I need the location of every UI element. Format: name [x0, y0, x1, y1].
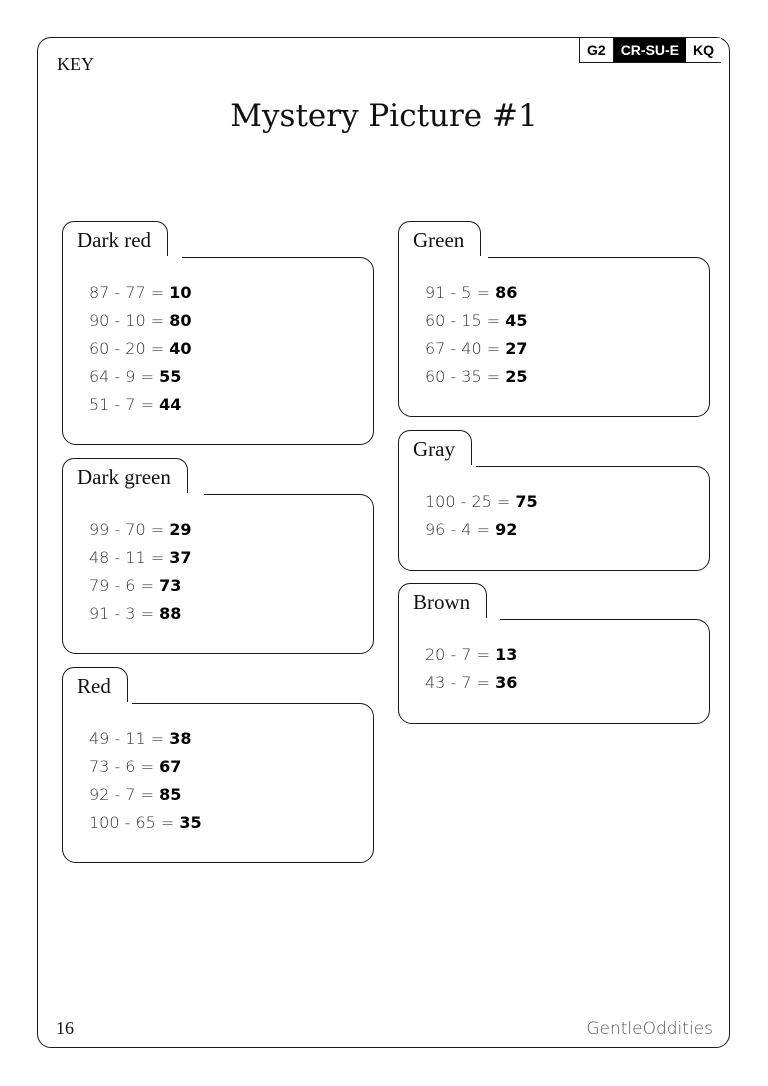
- group-tab: Gray: [398, 430, 472, 468]
- group-tab: Green: [398, 221, 481, 259]
- answer: 27: [505, 339, 528, 358]
- problem-row: 90 - 10 = 80: [89, 311, 192, 330]
- answer: 86: [495, 283, 518, 302]
- level-badges: [579, 38, 721, 63]
- problem-list: [89, 279, 192, 419]
- problem-row: 67 - 40 = 27: [425, 339, 528, 358]
- problem-row: 43 - 7 = 36: [425, 673, 518, 692]
- answer: 73: [159, 576, 182, 595]
- problem-row: 60 - 35 = 25: [425, 367, 528, 386]
- answer: 40: [169, 339, 192, 358]
- problem-row: 20 - 7 = 13: [425, 645, 518, 664]
- skill-code-badge: CR-SU-E: [614, 38, 686, 62]
- problem-row: 60 - 15 = 45: [425, 311, 528, 330]
- page-number: 16: [56, 1018, 74, 1038]
- color-group-brown: [398, 583, 710, 724]
- problem-row: 51 - 7 = 44: [89, 395, 182, 414]
- problem-row: 91 - 3 = 88: [89, 604, 182, 623]
- problem-row: 99 - 70 = 29: [89, 520, 192, 539]
- answer: 35: [179, 813, 202, 832]
- answer: 75: [515, 492, 538, 511]
- answer: 92: [495, 520, 518, 539]
- color-group-red: [62, 667, 374, 863]
- group-tab: Dark red: [62, 221, 168, 259]
- answer: 67: [159, 757, 182, 776]
- problem-row: 48 - 11 = 37: [89, 548, 192, 567]
- problem-row: 96 - 4 = 92: [425, 520, 518, 539]
- problem-list: [89, 725, 202, 837]
- problem-list: [425, 279, 528, 391]
- problem-list: [89, 516, 192, 628]
- problem-row: 100 - 25 = 75: [425, 492, 538, 511]
- color-group-green: [398, 221, 710, 417]
- grade-badge: G2: [580, 38, 614, 62]
- group-tab: Red: [62, 667, 128, 705]
- group-tab: Dark green: [62, 458, 188, 496]
- answer: 80: [169, 311, 192, 330]
- answer: 25: [505, 367, 528, 386]
- answer: 29: [169, 520, 192, 539]
- key-label: KEY: [57, 54, 94, 74]
- answer: 13: [495, 645, 518, 664]
- problem-row: 64 - 9 = 55: [89, 367, 182, 386]
- problem-row: 73 - 6 = 67: [89, 757, 182, 776]
- problem-row: 100 - 65 = 35: [89, 813, 202, 832]
- answer: 55: [159, 367, 182, 386]
- answer: 85: [159, 785, 182, 804]
- problem-row: 79 - 6 = 73: [89, 576, 182, 595]
- problem-row: 87 - 77 = 10: [89, 283, 192, 302]
- page-title: Mystery Picture #1: [230, 98, 538, 134]
- problem-list: [425, 488, 538, 544]
- answer: 45: [505, 311, 528, 330]
- color-group-dark-green: [62, 458, 374, 654]
- answer: 10: [169, 283, 192, 302]
- problem-row: 92 - 7 = 85: [89, 785, 182, 804]
- color-group-gray: [398, 430, 710, 571]
- answer: 44: [159, 395, 182, 414]
- problem-row: 49 - 11 = 38: [89, 729, 192, 748]
- brand-logo: GentleOddities: [586, 1019, 713, 1039]
- answer: 36: [495, 673, 518, 692]
- answer: 38: [169, 729, 192, 748]
- key-code-badge: KQ: [686, 38, 721, 62]
- problem-list: [425, 641, 517, 697]
- answer: 37: [169, 548, 192, 567]
- problem-row: 91 - 5 = 86: [425, 283, 518, 302]
- color-group-dark-red: [62, 221, 374, 445]
- problem-row: 60 - 20 = 40: [89, 339, 192, 358]
- group-tab: Brown: [398, 583, 487, 621]
- answer: 88: [159, 604, 182, 623]
